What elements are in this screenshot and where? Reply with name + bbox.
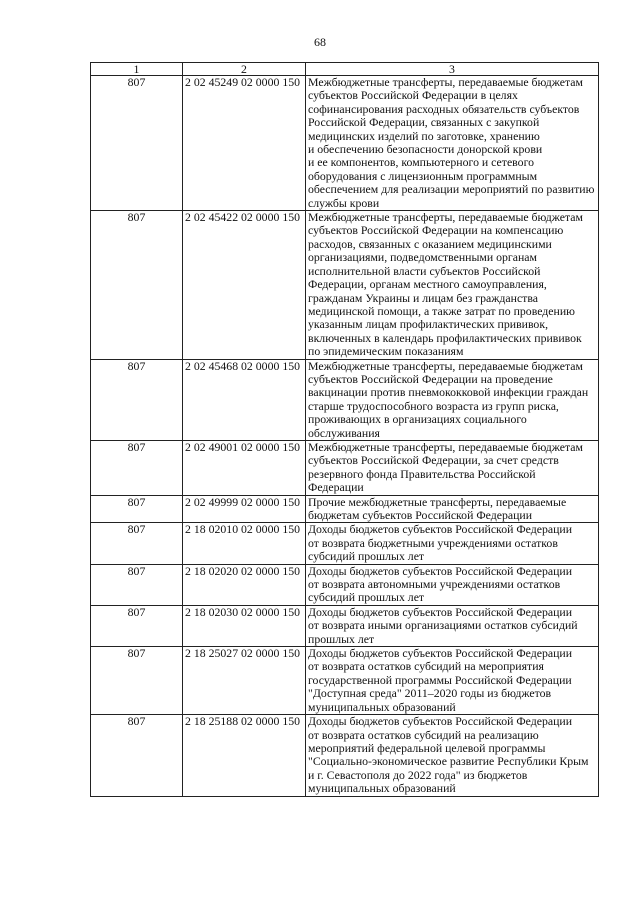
admin-code-cell: 807	[91, 359, 183, 440]
description-line: расходов, связанных с оказанием медицинскими	[308, 236, 552, 251]
column-header-1: 1	[91, 63, 183, 76]
description-line: Межбюджетные трансферты, передаваемые бюджетам	[308, 358, 584, 373]
description-line: бюджетам субъектов Российской Федерации	[308, 508, 533, 522]
revenue-code-cell: 2 02 45249 02 0000 150	[183, 76, 306, 211]
description-line: организациями, подведомственными органам	[308, 250, 538, 265]
description-line: от возврата остатков субсидий на мероприятия	[308, 659, 544, 674]
description-cell	[306, 440, 599, 495]
description-line: муниципальных образований	[308, 699, 456, 714]
description-line: Доходы бюджетов субъектов Российской Федерации	[308, 522, 573, 537]
description-line: оборудования с лицензионным программным	[308, 168, 538, 183]
revenue-code-cell: 2 18 02010 02 0000 150	[183, 523, 306, 564]
description-line: медицинских изделий по заготовке, хранению	[308, 128, 540, 143]
description-line: Доходы бюджетов субъектов Российской Федерации	[308, 563, 573, 578]
description-line: софинансирования расходных обязательств субъектов	[308, 101, 580, 116]
description-line: от возврата бюджетными учреждениями остатков	[308, 535, 558, 550]
description-line: от возврата остатков субсидий на реализацию	[308, 727, 539, 742]
description-line: службы крови	[308, 195, 380, 210]
description-line: резервного фонда Правительства Российской	[308, 466, 536, 481]
description-line: прошлых лет	[308, 631, 375, 646]
revenue-codes-table	[90, 62, 599, 797]
description-line: "Доступная среда" 2011–2020 годы из бюджетов	[308, 686, 552, 701]
revenue-code-cell: 2 02 49001 02 0000 150	[183, 440, 306, 495]
description-cell	[306, 564, 599, 605]
description-line: Федерации, органам местного самоуправления,	[308, 277, 547, 292]
admin-code-cell: 807	[91, 647, 183, 715]
description-line: указанным лицам профилактических прививок,	[308, 317, 549, 332]
description-line: государственной программы Российской Федерации	[308, 672, 572, 687]
description-line: субсидий прошлых лет	[308, 549, 425, 564]
description-cell	[306, 211, 599, 359]
description-cell	[306, 76, 599, 211]
description-line: старше трудоспособного возраста из групп риска,	[308, 398, 559, 413]
revenue-code-cell: 2 18 25027 02 0000 150	[183, 647, 306, 715]
table-row	[91, 605, 599, 646]
table-row	[91, 495, 599, 523]
description-line: по эпидемическим показаниям	[308, 344, 464, 359]
column-header-2: 2	[183, 63, 306, 76]
description-line: вакцинации против пневмококковой инфекции граждан	[308, 385, 589, 400]
table-row	[91, 715, 599, 796]
description-line: Межбюджетные трансферты, передаваемые бюджетам	[308, 210, 584, 225]
description-cell	[306, 359, 599, 440]
admin-code-cell: 807	[91, 715, 183, 796]
admin-code-cell: 807	[91, 440, 183, 495]
description-line: "Социально-экономическое развитие Республики Крым	[308, 754, 589, 769]
description-line: от возврата автономными учреждениями остатков	[308, 577, 561, 592]
description-line: обеспечением для реализации мероприятий по развитию	[308, 182, 595, 197]
description-line: Прочие межбюджетные трансферты, передаваемые	[308, 494, 567, 509]
table-header-row	[91, 63, 599, 76]
description-line: и ее компонентов, компьютерного и сетевого	[308, 155, 535, 170]
description-cell	[306, 523, 599, 564]
revenue-code-cell: 2 02 49999 02 0000 150	[183, 495, 306, 523]
description-line: Федерации	[308, 480, 364, 495]
table-row	[91, 523, 599, 564]
description-line: Межбюджетные трансферты, передаваемые бюджетам	[308, 439, 584, 454]
description-cell	[306, 647, 599, 715]
description-line: Российской Федерации, связанных с закупкой	[308, 115, 540, 130]
description-line: включенных в календарь профилактических прививок	[308, 330, 582, 345]
admin-code-cell: 807	[91, 211, 183, 359]
description-line: Межбюджетные трансферты, передаваемые бюджетам	[308, 75, 584, 89]
description-line: субъектов Российской Федерации, за счет средств	[308, 453, 559, 468]
admin-code-cell: 807	[91, 523, 183, 564]
page-number: 68	[314, 35, 326, 49]
description-line: субсидий прошлых лет	[308, 590, 425, 605]
description-line: гражданам Украины и лицам без гражданства	[308, 290, 538, 305]
description-line: субъектов Российской Федерации на проведение	[308, 371, 553, 386]
description-line: мероприятий федеральной целевой программы	[308, 740, 546, 755]
description-line: проживающих в организациях социального	[308, 412, 527, 427]
table-row	[91, 440, 599, 495]
description-line: Доходы бюджетов субъектов Российской Федерации	[308, 604, 573, 619]
table-body	[91, 76, 599, 797]
description-line: субъектов Российской Федерации в целях	[308, 88, 518, 103]
admin-code-cell: 807	[91, 605, 183, 646]
description-cell	[306, 715, 599, 796]
column-header-3: 3	[306, 63, 599, 76]
description-line: обслуживания	[308, 425, 380, 440]
description-cell	[306, 605, 599, 646]
revenue-code-cell: 2 02 45422 02 0000 150	[183, 211, 306, 359]
description-line: Доходы бюджетов субъектов Российской Федерации	[308, 646, 573, 661]
table-row	[91, 359, 599, 440]
description-line: субъектов Российской Федерации на компенсацию	[308, 223, 564, 238]
revenue-code-cell: 2 02 45468 02 0000 150	[183, 359, 306, 440]
description-line: Доходы бюджетов субъектов Российской Федерации	[308, 714, 573, 729]
description-line: от возврата иными организациями остатков субсидий	[308, 618, 578, 633]
table-row	[91, 564, 599, 605]
table-row	[91, 647, 599, 715]
admin-code-cell: 807	[91, 76, 183, 211]
table-row	[91, 76, 599, 211]
description-line: исполнительной власти субъектов Российской	[308, 263, 541, 278]
admin-code-cell: 807	[91, 564, 183, 605]
description-line: медицинской помощи, а также затрат по проведению	[308, 303, 575, 318]
table-row	[91, 211, 599, 359]
description-line: муниципальных образований	[308, 781, 456, 796]
revenue-code-cell: 2 18 02020 02 0000 150	[183, 564, 306, 605]
description-line: и г. Севастополя до 2022 года" из бюджетов	[308, 767, 528, 782]
description-line: и обеспечению безопасности донорской крови	[308, 142, 543, 157]
revenue-code-cell: 2 18 25188 02 0000 150	[183, 715, 306, 796]
revenue-code-cell: 2 18 02030 02 0000 150	[183, 605, 306, 646]
description-cell	[306, 495, 599, 523]
admin-code-cell: 807	[91, 495, 183, 523]
